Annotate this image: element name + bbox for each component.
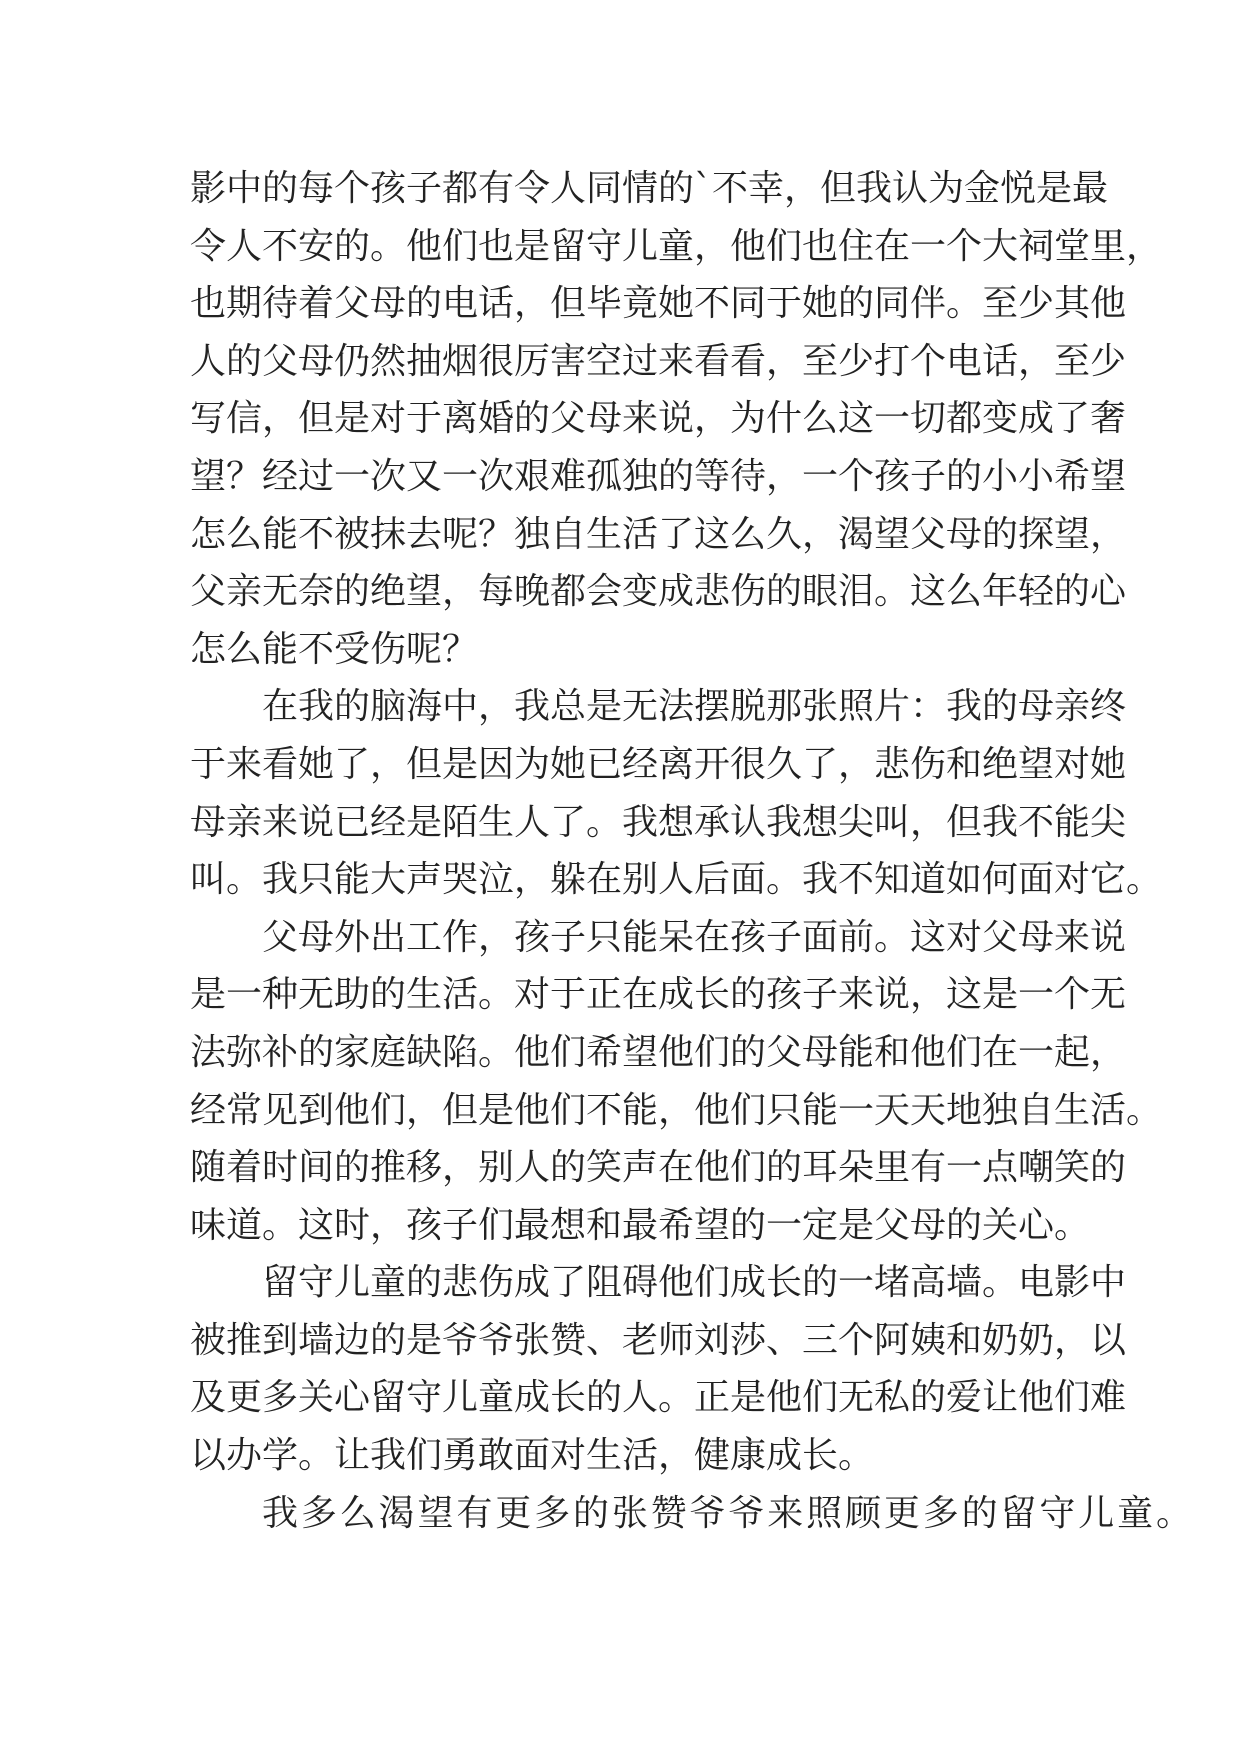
paragraph-first-line: 父母外出工作，孩子只能呆在孩子面前。这对父母来说 — [262, 916, 1127, 958]
text-line: 望？经过一次又一次艰难孤独的等待，一个孩子的小小希望 — [190, 455, 1127, 497]
text-line: 及更多关心留守儿童成长的人。正是他们无私的爱让他们难 — [190, 1377, 1127, 1419]
text-line: 令人不安的。他们也是留守儿童，他们也住在一个大祠堂里， — [190, 225, 1163, 267]
text-line: 是一种无助的生活。对于正在成长的孩子来说，这是一个无 — [190, 974, 1127, 1016]
paragraph-first-line: 我多么渴望有更多的张赞爷爷来照顾更多的留守儿童。 — [262, 1492, 1192, 1534]
text-line: 怎么能不被抹去呢？独自生活了这么久，渴望父母的探望， — [190, 513, 1127, 555]
text-line: 法弥补的家庭缺陷。他们希望他们的父母能和他们在一起， — [190, 1031, 1127, 1073]
text-line: 叫。我只能大声哭泣，躲在别人后面。我不知道如何面对它。 — [190, 859, 1163, 901]
text-line: 父亲无奈的绝望，每晚都会变成悲伤的眼泪。这么年轻的心 — [190, 571, 1127, 613]
paragraph-first-line: 留守儿童的悲伤成了阻碍他们成长的一堵高墙。电影中 — [262, 1262, 1127, 1304]
text-line: 影中的每个孩子都有令人同情的`不幸，但我认为金悦是最 — [190, 168, 1109, 209]
text-line: 怎么能不受伤呢？ — [190, 628, 479, 670]
text-line: 经常见到他们，但是他们不能，他们只能一天天地独自生活。 — [190, 1089, 1163, 1131]
text-line: 母亲来说已经是陌生人了。我想承认我想尖叫，但我不能尖 — [190, 801, 1127, 843]
text-line: 于来看她了，但是因为她已经离开很久了，悲伤和绝望对她 — [190, 743, 1127, 785]
text-line: 写信，但是对于离婚的父母来说，为什么这一切都变成了奢 — [190, 398, 1127, 440]
text-line: 以办学。让我们勇敢面对生活，健康成长。 — [190, 1435, 875, 1477]
document-body — [190, 160, 1192, 1542]
text-line: 味道。这时，孩子们最想和最希望的一定是父母的关心。 — [190, 1204, 1091, 1246]
paragraph-first-line: 在我的脑海中，我总是无法摆脱那张照片：我的母亲终 — [262, 686, 1127, 728]
text-line: 人的父母仍然抽烟很厉害空过来看看，至少打个电话，至少 — [190, 340, 1127, 382]
text-line: 也期待着父母的电话，但毕竟她不同于她的同伴。至少其他 — [190, 283, 1127, 325]
text-line: 被推到墙边的是爷爷张赞、老师刘莎、三个阿姨和奶奶，以 — [190, 1319, 1127, 1361]
text-line: 随着时间的推移，别人的笑声在他们的耳朵里有一点嘲笑的 — [190, 1147, 1127, 1189]
